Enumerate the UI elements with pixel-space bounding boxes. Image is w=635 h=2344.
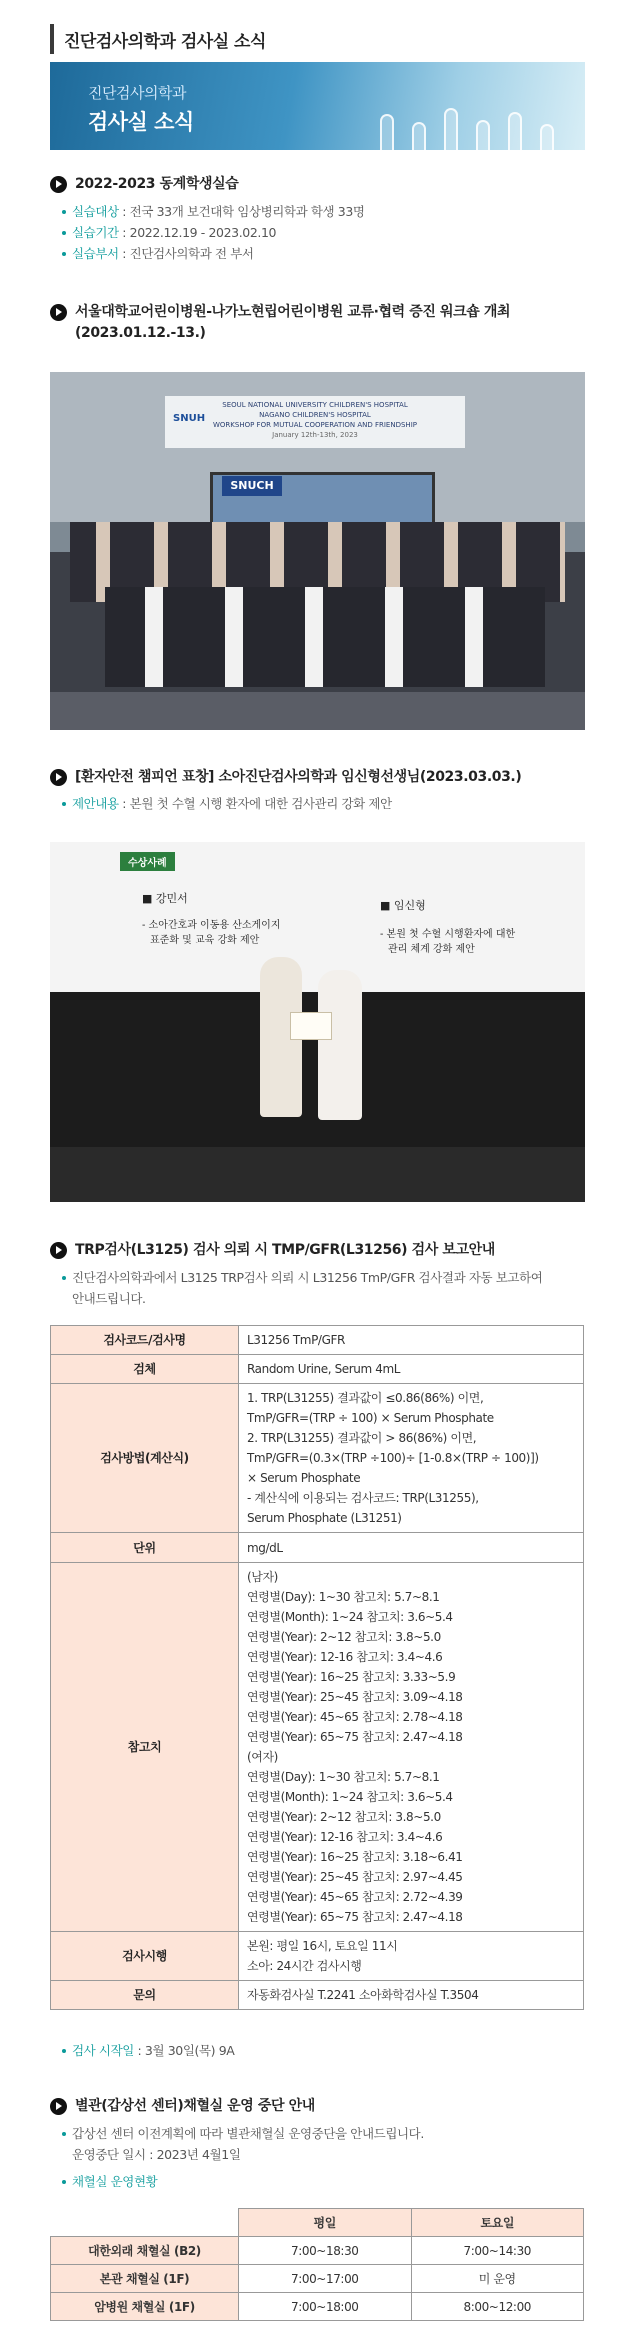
section-heading: 서울대학교어린이병원-나가노현립어린이병원 교류·협력 증진 워크숍 개최	[75, 304, 511, 320]
section-heading: 별관(갑상선 센터)채혈실 운영 중단 안내	[75, 2098, 315, 2114]
test-tube-icon	[508, 112, 522, 150]
list-item: 실습기간 : 2022.12.19 - 2023.02.10	[50, 222, 590, 243]
bullet-arrow-icon	[50, 304, 67, 321]
section-heading: TRP검사(L3125) 검사 의뢰 시 TMP/GFR(L31256) 검사 보고안내	[75, 1242, 495, 1258]
page-title	[50, 24, 266, 54]
table-row: 참고치 (남자) 연령별(Day): 1~30 참고치: 5.7~8.1 연령별(Month): 1~24 참고치: 3.6~5.4 연령별(Year): 2~12 참고치: 3.8~5.0 연령별(Year): 12-16 참고치: 3.4~4.6 연령별(Year): 16~25 참고치: 3.33~5.9 연령별(Year): 25~45 참고치: 3.09~4.18 연령별(Year): 45~65 참고치: 2.78~4.18 연령별(Year): 65~75 참고치: 2.47~4.18 (여자) 연령별(Day): 1~30 참고치: 5.7~8.1 연령별(Month): 1~24 참고치: 3.6~5.4 연령별(Year): 2~12 참고치: 3.8~5.0 연령별(Year): 12-16 참고치: 3.4~4.6 연령별(Year): 16~25 참고치: 3.18~6.41 연령별(Year): 25~45 참고치: 2.97~4.45 연령별(Year): 45~65 참고치: 2.72~4.39 연령별(Year): 65~75 참고치: 2.47~4.18	[51, 1563, 584, 1932]
workshop-group-photo	[50, 372, 585, 730]
banner-subtitle: 진단검사의학과	[88, 84, 186, 102]
table-row: 암병원 채혈실 (1F) 7:00~18:00 8:00~12:00	[51, 2293, 584, 2321]
bullet-arrow-icon	[50, 2098, 67, 2115]
section-banner	[50, 62, 585, 150]
list-item: 제안내용 : 본원 첫 수혈 시행 환자에 대한 검사관리 강화 제안	[50, 793, 590, 814]
blood-room-table	[50, 2208, 584, 2321]
page-title-text: 진단검사의학과 검사실 소식	[64, 31, 266, 52]
section-heading-date: (2023.01.12.-13.)	[75, 325, 206, 341]
trp-start-date: 검사 시작일 : 3월 30일(목) 9A	[50, 2040, 590, 2061]
slide-right-block: ■ 임신형 - 본원 첫 수혈 시행환자에 대한 관리 체계 강화 제안	[380, 899, 516, 955]
list-item: 실습대상 : 전국 33개 보건대학 임상병리학과 학생 33명	[50, 201, 590, 222]
test-tube-icon	[540, 124, 554, 150]
award-photo	[50, 842, 585, 1202]
slide-tag: 수상사례	[120, 852, 175, 871]
table-row: 대한외래 채혈실 (B2) 7:00~18:30 7:00~14:30	[51, 2237, 584, 2265]
table-row: 문의 자동화검사실 T.2241 소아화학검사실 T.3504	[51, 1981, 584, 2010]
section-safety-award	[50, 767, 590, 814]
table-row: 본관 채혈실 (1F) 7:00~17:00 미 운영	[51, 2265, 584, 2293]
section-blood-collection	[50, 2096, 590, 2192]
list-item: 진단검사의학과에서 L3125 TRP검사 의뢰 시 L31256 TmP/GFR 검사결과 자동 보고하여 안내드립니다.	[50, 1267, 590, 1309]
slide-left-block: ■ 강민서 - 소아간호과 이동용 산소게이지 표준화 및 교육 강화 제안	[142, 892, 281, 946]
test-tube-icon	[412, 122, 426, 150]
section-student-practice	[50, 174, 590, 264]
section-heading: [환자안전 챔피언 표창] 소아진단검사의학과 임신형선생님(2023.03.03.)	[75, 769, 522, 785]
list-item: 채혈실 운영현황	[50, 2171, 590, 2192]
test-tube-icon	[444, 108, 458, 150]
table-row: 단위 mg/dL	[51, 1533, 584, 1563]
table-row: 검체 Random Urine, Serum 4mL	[51, 1355, 584, 1384]
list-item: 갑상선 센터 이전계획에 따라 별관채혈실 운영중단을 안내드립니다. 운영중단 일시 : 2023년 4월1일	[50, 2123, 590, 2165]
bullet-arrow-icon	[50, 1242, 67, 1259]
table-row: 검사시행 본원: 평일 16시, 토요일 11시 소아: 24시간 검사시행	[51, 1932, 584, 1981]
bullet-arrow-icon	[50, 176, 67, 193]
bullet-arrow-icon	[50, 769, 67, 786]
test-tube-icon	[476, 120, 490, 150]
banner-title: 검사실 소식	[88, 110, 194, 134]
section-trp-test	[50, 1240, 590, 1309]
section-heading: 2022-2023 동계학생실습	[75, 176, 239, 192]
table-header-row: 평일 토요일	[51, 2209, 584, 2237]
table-row: 검사방법(계산식) 1. TRP(L31255) 결과값이 ≤0.86(86%) 이면, TmP/GFR=(TRP ÷ 100) × Serum Phosphate 2. TRP(L31255) 결과값이 > 86(86%) 이면, TmP/GFR=(0.3×(TRP ÷100)÷ [1-0.8×(TRP ÷ 100)]) × Serum Phosphate - 계산식에 이용되는 검사코드: TRP(L31255), Serum Phosphate (L31251)	[51, 1384, 584, 1533]
test-tube-icon	[380, 114, 394, 150]
workshop-banner: SEOUL NATIONAL UNIVERSITY CHILDREN'S HOSPITAL NAGANO CHILDREN'S HOSPITAL WORKSHOP FOR MUTUAL COOPERATION AND FRIENDSHIP January 12th-13th, 2023 SNUH	[165, 396, 465, 448]
table-row: 검사코드/검사명 L31256 TmP/GFR	[51, 1326, 584, 1355]
screen-logo: SNUCH	[222, 476, 282, 496]
trp-info-table	[50, 1325, 584, 2010]
list-item: 실습부서 : 진단검사의학과 전 부서	[50, 243, 590, 264]
section-workshop	[50, 302, 590, 344]
